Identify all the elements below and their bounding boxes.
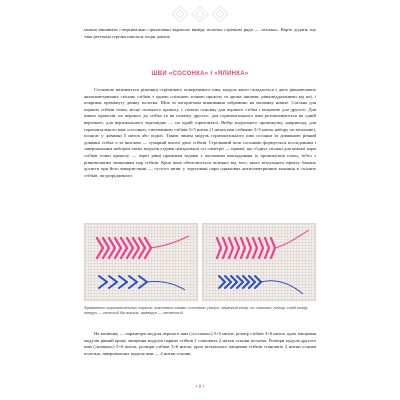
stitch-sample-left-icon <box>85 224 199 302</box>
section-title: ШВИ «СОСОНКА» І «ЯЛИНКА» <box>151 71 249 77</box>
paragraph-bottom: На малюнку — параметри модуля першого шва («сосонка») 5×5 ниток, розмір стібків 3×6 ниток, крок зміщення модулів рівний кроку зміщення модулів парних стібків 1 становить 2 нитки основи полотна. Розміри модуля другого шва («ялинка») 5×6 ниток, розміри стібків 3×6 ниток, крок кількісного зміщення стібків становить 2 нитки основи полотна, завершальних модуля шва — 4 нитки основи. <box>84 331 316 356</box>
paragraph-main: Сосновою називається різновид стрічкового поверхневого шва, модуль якого складається з двох рівновеликих антисиметричних скісних стібків з одною спільною точкою проколу та двома іншими, рівновіддаленими від неї, і покриває проміжуту двінку полотна. Шов за алгоритмом вишивання зображено на малюнку нижче. Спільна для перших стібків точка, місце спільного проколу, і, почати основну для першого стібка і кінцевою для другого. Для інших проколів, на першого до стібка та на початку другого, для горизонтального шва розташовуються на одній вертикалі, для вертикального відповідно — на одній горизонталі. Вибір модульного проміжутку, наприклад, для горизонтального шва «сосонка» з величиною стібків 3×5 ниток (1 нитка між стібками 3×5 ниток набору по вітальню), полягає у довжині 5 ниток або поділі. Таким чином модуль горизонтального шва сосонки за довжиною рівний довжині стібка л за витоком — сумарній висоті двох стібків. Стрічковий шов сосонкою формується послідовним і завершальним набором таких модулів уздовж центральної осі симетрії — прямої, що з'єднує спільні для кожної пари стібків точки проколу, — через рівні проміжки вздовж з частковим накладанням їх проміжутків площ, тобто з рівновеликим зміщенням пар стібків. Крок вона обчислюється залежно від того, якого візуального ефекту бажано досягти при його використанні — густого витяг у згруповані пари однакових антисиметричних калинця зі скісних стібків, чи розрідженого. <box>84 87 316 178</box>
paragraph-top: можна вишивати і вертикально орієнтовані відносно виміру полотна стрічкові ряди — «віськи». Варто додати, що така ретельна стрічка шиється згори донизу. <box>84 27 316 39</box>
stitch-photo-left <box>84 223 198 301</box>
page-number: • 8 • <box>195 385 205 390</box>
stitch-sample-right-icon <box>203 224 317 302</box>
stitch-photo-right <box>202 223 316 301</box>
embroidery-ornament-icon <box>168 2 232 26</box>
stitch-photos <box>84 223 316 301</box>
figure-caption: Фрагменти горизонтальних стрічок, виконаних швами «сосонка» (згори, червоний колір; по «ялинка» (знизу, синій колір): ліворуч — спільний біг-виклик, праворуч — нескінчний. <box>84 305 309 316</box>
